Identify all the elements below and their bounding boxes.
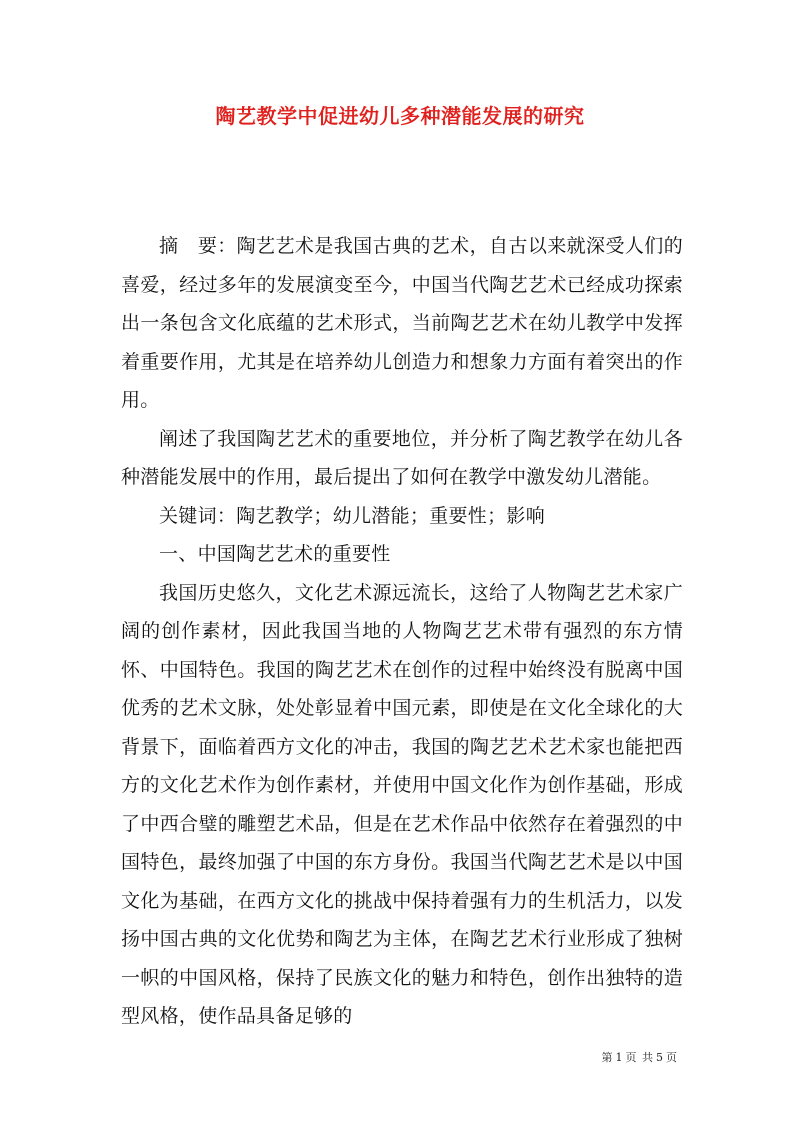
document-body: [121, 227, 683, 1036]
abstract-paragraph: 摘 要：陶艺艺术是我国古典的艺术，自古以来就深受人们的喜爱，经过多年的发展演变至今，中国当代陶艺艺术已经成功探索出一条包含文化底蕴的艺术形式，当前陶艺艺术在幼儿教学中发挥着重要作用，尤其是在培养幼儿创造力和想象力方面有着突出的作用。: [121, 235, 683, 411]
footer-page-number: 1: [615, 1051, 624, 1064]
body-paragraph: 我国历史悠久，文化艺术源远流长，这给了人物陶艺艺术家广阔的创作素材，因此我国当地的人物陶艺艺术带有强烈的东方情怀、中国特色。我国的陶艺艺术在创作的过程中始终没有脱离中国优秀的艺术文脉，处处彰显着中国元素，即使是在文化全球化的大背景下，面临着西方文化的冲击，我国的陶艺艺术艺术家也能把西方的文化艺术作为创作素材，并使用中国文化作为创作基础，形成了中西合璧的雕塑艺术品，但是在艺术作品中依然存在着强烈的中国特色，最终加强了中国的东方身份。我国当代陶艺艺术是以中国文化为基础，在西方文化的挑战中保持着强有力的生机活力，以发扬中国古典的文化优势和陶艺为主体，在陶艺艺术行业形成了独树一帜的中国风格，保持了民族文化的魅力和特色，创作出独特的造型风格，使作品具备足够的: [121, 581, 683, 1027]
section-heading: 一、中国陶艺艺术的重要性: [159, 543, 391, 565]
summary-paragraph: 阐述了我国陶艺艺术的重要地位，并分析了陶艺教学在幼儿各种潜能发展中的作用，最后提出了如何在教学中激发幼儿潜能。: [121, 427, 683, 488]
document-title: 陶艺教学中促进幼儿多种潜能发展的研究: [215, 104, 585, 128]
keywords-paragraph: 关键词：陶艺教学；幼儿潜能；重要性；影响: [159, 504, 546, 527]
footer-total-pages: 5: [656, 1051, 664, 1064]
footer-suffix: 页: [666, 1051, 678, 1064]
footer-prefix: 第: [601, 1051, 614, 1064]
page-footer: [601, 1049, 680, 1065]
footer-middle: 页 共: [625, 1051, 654, 1064]
